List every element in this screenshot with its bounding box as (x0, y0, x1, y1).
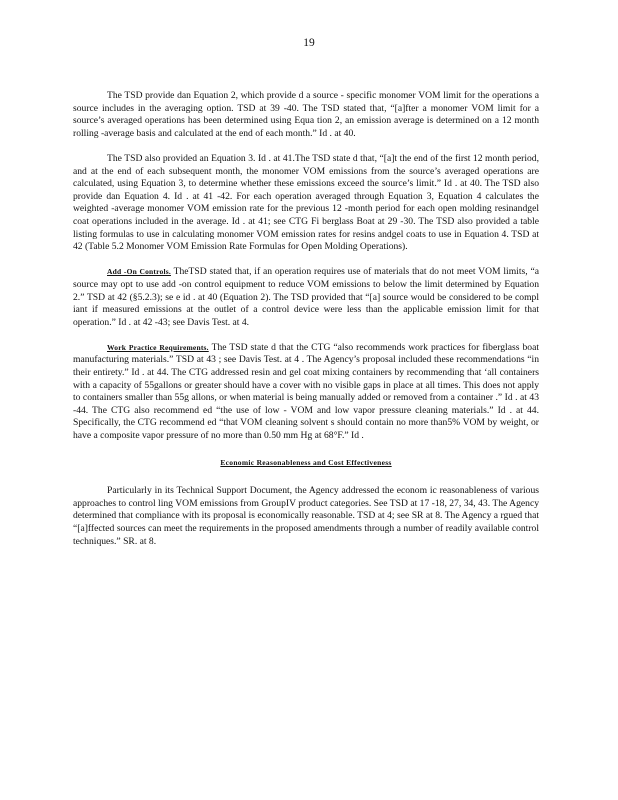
page-number: 19 (303, 37, 315, 49)
section-heading-economic: Economic Reasonableness and Cost Effectiveness (220, 457, 392, 467)
paragraph-economic-reasonableness: Particularly in its Technical Support Document, the Agency addressed the econom ic reasonableness of various approaches to control ling VOM emissions from GroupIV product categories. See TSD at 17 -18, 27, 34, 43. The Agency determined that compliance with its proposal is economically reasonable. TSD at 4; see SR at 8. The Agency a rgued that “[a]ffected sources can meet the requirements in the proposed amendments through a number of readily available control techniques.” SR. at 8. (73, 485, 539, 547)
add-on-controls-text: TheTSD stated that, if an operation requires use of materials that do not meet VOM limits, “a source may opt to use add -on control equipment to reduce VOM emissions to below the limit determined by Equation 2.” TSD at 42 (§5.2.3); se e id . at 40 (Equation 2). The TSD provided that “[a] source would be considered to be compl iant if measured emissions at the outlet of a control device were less than the applicable emission limit for that operation.” Id . at 42 -43; see Davis Test. at 4. (73, 266, 539, 328)
paragraph-equation-2: The TSD provide dan Equation 2, which provide d a source - specific monomer VOM limit for the operations a source includes in the averaging option. TSD at 39 -40. The TSD stated that, “[a]fter a monomer VOM limit for a source’s averaged operations has been determined using Equa tion 2, an emission average is determined on a 12 month rolling -average basis and calculated at the end of each month.” Id . at 40. (73, 90, 539, 139)
paragraph-work-practice (73, 342, 539, 443)
add-on-controls-heading: Add -On Controls. (107, 267, 171, 277)
work-practice-text: The TSD state d that the CTG “also recommends work practices for fiberglass boat manufacturing materials.” TSD at 43 ; see Davis Test. at 4 . The Agency’s proposal included these recommendations “in their entirety.” Id . at 44. The CTG addressed resin and gel coat mixing containers by recommending that ‘all containers with a capacity of 55gallons or greater should have a cover with no visible gaps in place at all times. This does not apply to containers smaller than 55g allons, or when material is being manually added or removed from a container .” Id . at 43 -44. The CTG also recommend ed “the use of low - VOM and low vapor pressure cleaning materials.” Id . at 44. Specifically, the CTG recommend ed “that VOM cleaning solvent s should contain no more than5% VOM by weight, or have a composite vapor pressure of no more than 0.50 mm Hg at 68°F.” Id . (73, 341, 539, 442)
paragraph-equations-3-4: The TSD also provided an Equation 3. Id . at 41.The TSD state d that, “[a]t the end of the first 12 month period, and at the end of each subsequent month, the monomer VOM emissions from the source’s averaged operations are calculated, using Equation 3, to determine whether these emissions exceed the source’s limit.” Id . at 40. The TSD also provide dan Equation 4. Id . at 41 -42. For each operation averaged through Equation 3, Equation 4 calculates the weighted -average monomer VOM emission rate for the previous 12 -month period for each open molding resinandgel coat operations included in the average. Id . at 41; see CTG Fi berglass Boat at 29 -30. The TSD also provided a table listing formulas to use in calculating monomer VOM emission rates for resins andgel coats to use in Equation 4. TSD at 42 (Table 5.2 Monomer VOM Emission Rate Formulas for Open Molding Operations). (73, 152, 539, 253)
work-practice-heading: Work Practice Requirements. (107, 342, 209, 352)
paragraph-add-on-controls (73, 266, 539, 329)
document-body (73, 90, 539, 561)
